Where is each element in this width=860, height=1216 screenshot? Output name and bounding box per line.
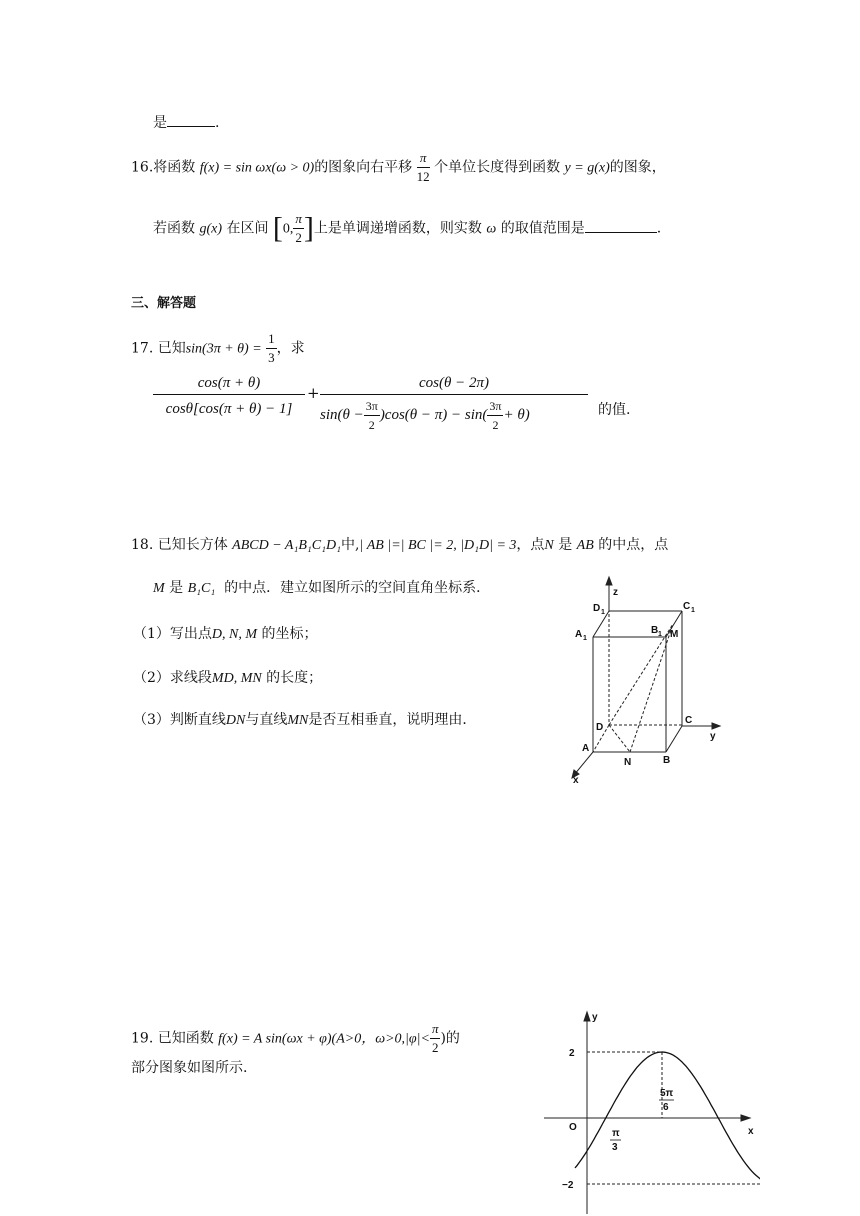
- cuboid-figure: [560, 575, 730, 785]
- q18-line1: [131, 535, 668, 556]
- fig-label-y: y: [710, 731, 716, 742]
- interval-left: 0,: [282, 221, 294, 237]
- question-number: 19.: [131, 1030, 154, 1047]
- q16-text: 上是单调递增函数，则实数: [313, 220, 482, 237]
- subscript: 1: [691, 607, 695, 614]
- q18-part2: [133, 668, 322, 689]
- q18-text: （3）判断直线: [133, 712, 226, 728]
- q16-line1: [131, 149, 666, 186]
- q18-var: N: [544, 538, 554, 553]
- q19-expr: f(x) = A sin(ωx + φ)(A>0，ω>0,|φ|<: [218, 1031, 430, 1047]
- q18-text: （2）求线段: [133, 670, 212, 686]
- q19-text: )的: [440, 1030, 460, 1047]
- fig-label-A1: A: [575, 629, 583, 640]
- q16-text: 将函数: [153, 159, 196, 176]
- denominator-part: + θ): [503, 406, 530, 423]
- q18-expr: | AB |=| BC |= 2, |D₁D| = 3: [359, 538, 517, 553]
- answer-blank: [585, 218, 657, 233]
- q16-line2: [153, 210, 661, 247]
- frac-numerator: cos(θ − 2π): [419, 375, 489, 391]
- frac-numerator: 3π: [487, 397, 503, 416]
- q16-text: 个单位长度得到函数: [434, 159, 561, 176]
- frac-denominator: 2: [368, 418, 375, 432]
- graph-label-x2-num: 5π: [660, 1088, 674, 1099]
- q18-part3: [133, 710, 476, 731]
- q18-var: AB: [576, 538, 594, 553]
- inner-fraction: [364, 397, 380, 434]
- q18-text: 已知长方体: [157, 537, 228, 553]
- q17-given: sin(3π + θ) =: [185, 341, 262, 357]
- q18-text: 的长度；: [266, 670, 323, 686]
- question-number: 16.: [131, 159, 154, 176]
- section-title: 三、解答题: [131, 296, 197, 311]
- q16-function: g(x): [199, 221, 222, 237]
- graph-label-x: x: [748, 1126, 754, 1137]
- frac-numerator: cos(π + θ): [197, 375, 261, 391]
- q19-line2: 部分图象如图所示.: [131, 1060, 248, 1076]
- shift-fraction: [417, 149, 430, 186]
- q16-period: .: [656, 220, 662, 237]
- fig-label-C: C: [685, 715, 693, 726]
- q18-var: D, N, M: [211, 627, 258, 642]
- q16-text: 在区间: [226, 220, 269, 237]
- q18-text: （1）写出点: [133, 626, 212, 642]
- q17-fraction-1: [153, 372, 305, 421]
- q17-line1: [131, 330, 305, 367]
- q18-line2: [153, 578, 490, 599]
- inner-fraction: [487, 397, 503, 434]
- q15-tail: [153, 112, 219, 133]
- left-bracket: [: [272, 211, 283, 245]
- q16-text: 的图象向右平移: [314, 159, 413, 176]
- q18-text: 中,: [340, 537, 360, 553]
- q15-tail-text: 是: [153, 115, 167, 131]
- fig-label-D: D: [596, 722, 604, 733]
- frac-denominator: 3: [268, 350, 275, 365]
- fig-label-D1: D: [593, 603, 601, 614]
- fig-label-M: M: [670, 629, 679, 640]
- q18-text: ，点: [516, 537, 545, 553]
- interval-fraction: [293, 210, 304, 247]
- q18-expr: ABCD − A₁B₁C₁D₁: [232, 538, 341, 553]
- subscript: 1: [658, 631, 662, 638]
- fig-label-B1: B: [651, 625, 659, 636]
- q19-line1: [131, 1020, 460, 1057]
- question-number: 18.: [131, 537, 154, 553]
- q18-var: MN: [287, 713, 309, 728]
- x-axis-arrow: [741, 1115, 750, 1121]
- q18-var: B₁C₁: [187, 581, 216, 596]
- frac-denominator: 2: [431, 1040, 439, 1055]
- answer-blank: [167, 112, 215, 127]
- given-fraction: [266, 330, 277, 367]
- omega-symbol: ω: [486, 221, 497, 237]
- graph-label-y: y: [592, 1012, 598, 1023]
- fig-label-x: x: [573, 775, 579, 785]
- denominator-part: )cos(θ − π) − sin(: [379, 406, 488, 423]
- frac-denominator: [320, 395, 588, 434]
- q18-var: M: [153, 581, 165, 596]
- denominator-part: sin(θ −: [320, 406, 364, 423]
- frac-denominator: 12: [416, 169, 430, 184]
- q16-text: 的取值范围是: [500, 220, 585, 237]
- q18-text: 与直线: [245, 712, 288, 728]
- q18-part1: [133, 624, 318, 645]
- graph-label-x1-den: 3: [612, 1142, 618, 1153]
- q16-text: 的图象，: [609, 159, 666, 176]
- sine-graph: [540, 1008, 760, 1216]
- q18-text: 的中点，点: [598, 537, 669, 553]
- graph-label-origin: O: [569, 1122, 577, 1133]
- q18-var: DN: [225, 713, 246, 728]
- fig-label-B: B: [663, 755, 671, 766]
- q18-text: 是: [558, 537, 573, 553]
- q16-text: 若函数: [153, 220, 195, 237]
- fig-label-A: A: [582, 743, 590, 754]
- phi-fraction: [430, 1020, 441, 1057]
- q16-function: f(x) = sin ωx(ω > 0): [199, 160, 315, 176]
- right-bracket: ]: [303, 211, 314, 245]
- graph-label-x2-den: 6: [663, 1102, 669, 1113]
- q17-text: ，求: [276, 340, 305, 357]
- q17-tail: 的值.: [598, 402, 631, 418]
- plus-sign: +: [307, 384, 320, 402]
- q18-text: 的中点．建立如图所示的空间直角坐标系．: [224, 580, 491, 596]
- frac-numerator: π: [293, 210, 304, 229]
- frac-denominator: cosθ[cos(π + θ) − 1]: [165, 401, 293, 417]
- frac-numerator: 3π: [364, 397, 380, 416]
- frac-numerator: 1: [266, 330, 277, 349]
- q18-text: 的坐标；: [261, 626, 318, 642]
- graph-label-x1-num: π: [612, 1128, 620, 1139]
- q18-text: 是否互相垂直，说明理由．: [308, 712, 477, 728]
- frac-numerator: π: [417, 149, 430, 168]
- frac-denominator: 2: [492, 418, 499, 432]
- question-number: 17.: [131, 340, 154, 357]
- q17-text: 已知: [157, 340, 186, 357]
- fig-label-N: N: [624, 757, 632, 768]
- q18-var: MD, MN: [211, 671, 262, 686]
- graph-label-ymax: 2: [569, 1048, 575, 1059]
- subscript: 1: [583, 635, 587, 642]
- q18-text: 是: [169, 580, 184, 596]
- q16-function: y = g(x): [564, 160, 610, 176]
- y-axis-arrow: [584, 1012, 590, 1021]
- graph-label-ymin: −2: [562, 1180, 574, 1191]
- fig-label-z: z: [613, 587, 618, 598]
- q15-period: .: [215, 115, 220, 131]
- frac-denominator: 2: [295, 230, 302, 245]
- frac-numerator: π: [430, 1020, 441, 1039]
- subscript: 1: [601, 609, 605, 616]
- q17-fraction-2: [320, 372, 588, 434]
- q19-text: 已知函数: [157, 1030, 214, 1047]
- fig-label-C1: C: [683, 601, 691, 612]
